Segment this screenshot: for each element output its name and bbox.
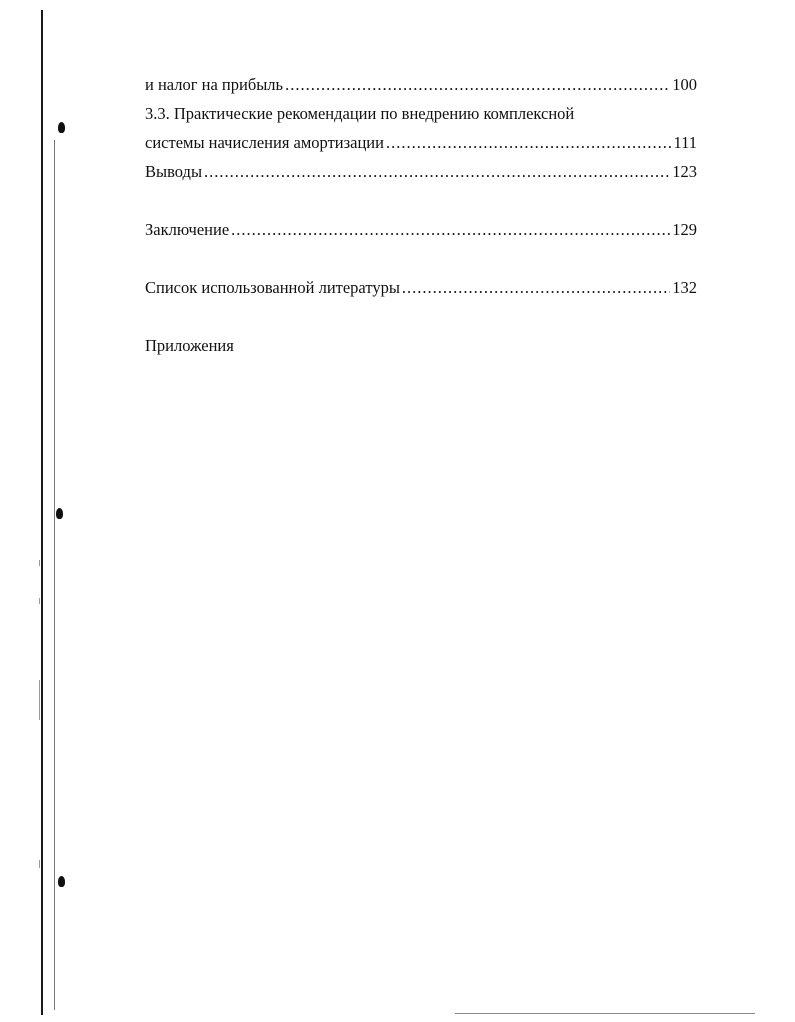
toc-entry-title: Выводы (145, 162, 203, 181)
punch-hole-mark (56, 508, 63, 519)
toc-entry (145, 70, 697, 99)
toc-entry-page: 111 (673, 133, 697, 152)
toc-entry-title: Заключение (145, 220, 230, 239)
scan-speck (39, 860, 40, 868)
toc-entry-title: и налог на прибыль (145, 75, 284, 94)
toc-dot-leader (285, 70, 670, 99)
toc-entry-title: Приложения (145, 336, 234, 355)
toc-entry-page: 100 (672, 75, 697, 94)
toc-entry (145, 128, 697, 157)
toc-entry (145, 215, 697, 244)
table-of-contents (145, 70, 697, 360)
toc-entry-title: 3.3. Практические рекомендации по внедрению комплексной (145, 104, 575, 123)
scan-speck (39, 560, 40, 566)
toc-entry-page: 129 (672, 220, 697, 239)
scan-speck (39, 598, 40, 604)
toc-entry-page: 132 (672, 278, 697, 297)
punch-hole-mark (58, 122, 65, 133)
scan-binding-shadow (54, 140, 55, 1010)
toc-entry-title: системы начисления амортизации (145, 133, 384, 152)
scan-binding-edge (41, 10, 43, 1015)
toc-entry (145, 99, 697, 128)
toc-entry-title: Список использованной литературы (145, 278, 400, 297)
punch-hole-mark (58, 876, 65, 887)
scan-speck (39, 680, 40, 720)
toc-dot-leader (231, 215, 670, 244)
toc-dot-leader (402, 273, 670, 302)
toc-dot-leader (204, 157, 670, 186)
toc-entry-page: 123 (672, 162, 697, 181)
toc-entry (145, 331, 697, 360)
toc-dot-leader (386, 128, 672, 157)
toc-entry (145, 273, 697, 302)
toc-entry (145, 157, 697, 186)
scan-bottom-edge (455, 1013, 755, 1014)
